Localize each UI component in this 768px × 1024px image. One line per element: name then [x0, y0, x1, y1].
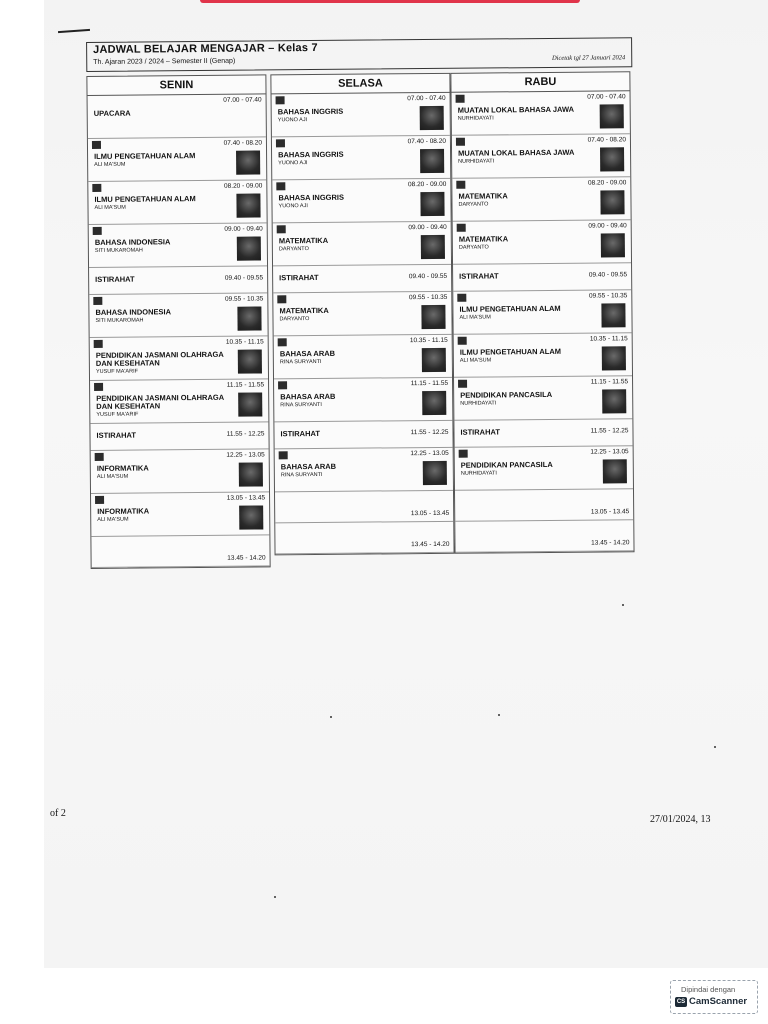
schedule-slot	[273, 222, 451, 267]
teacher-photo	[600, 190, 624, 214]
slot-marker	[456, 95, 465, 103]
slot-subject: ISTIRAHAT	[96, 430, 136, 440]
slot-time: 08.20 - 09.00	[407, 180, 447, 189]
schedule-slot	[90, 422, 268, 451]
slot-time: 09.40 - 09.55	[588, 271, 628, 279]
schedule-slot	[273, 265, 451, 294]
slot-time: 13.05 - 13.45	[410, 509, 450, 518]
slot-time: 09.55 - 10.35	[588, 292, 628, 300]
slot-subject: MATEMATIKA	[458, 191, 508, 201]
slot-teacher: YUONO AJI	[278, 160, 308, 167]
print-datetime: 27/01/2024, 13	[650, 814, 711, 825]
slot-time: 11.15 - 11.55	[590, 378, 629, 386]
slot-teacher: DARYANTO	[458, 244, 489, 251]
slot-marker	[94, 383, 103, 391]
schedule-slot	[90, 379, 268, 424]
schedule-slot	[453, 263, 631, 292]
slot-subject: BAHASA INDONESIA	[95, 307, 172, 317]
schedule-slot	[454, 419, 632, 448]
schedule-sheet	[86, 29, 639, 574]
slot-time: 07.40 - 08.20	[407, 137, 446, 146]
slot-marker	[279, 451, 288, 459]
slot-subject: ILMU PENGETAHUAN ALAM	[94, 194, 196, 204]
schedule-slot	[455, 520, 633, 553]
day-header: SELASA	[271, 74, 449, 95]
slot-subject: INFORMATIKA	[96, 463, 149, 473]
scan-speck	[498, 714, 500, 716]
slot-marker	[458, 380, 467, 388]
teacher-photo	[601, 303, 625, 327]
schedule-slot	[272, 136, 450, 181]
day-column-selasa	[270, 73, 454, 556]
slot-teacher: ALI MA'SUM	[459, 357, 492, 364]
schedule-slot	[91, 535, 269, 568]
slot-subject: PENDIDIKAN JASMANI OLAHRAGA DAN KESEHATAN	[96, 392, 224, 411]
slot-time: 07.40 - 08.20	[587, 136, 626, 144]
slot-marker	[277, 295, 286, 303]
slot-teacher: NURHIDAYATI	[460, 470, 497, 477]
slot-teacher: ALI MA'SUM	[97, 516, 129, 523]
slot-subject: MUATAN LOKAL BAHASA JAWA	[458, 147, 575, 158]
slot-teacher: NURHIDAYATI	[460, 400, 497, 407]
slot-marker	[92, 141, 101, 149]
slot-time: 09.55 - 10.35	[408, 293, 448, 302]
slot-teacher: RINA SURYANTI	[280, 401, 322, 409]
printed-date: Dicetak tgl 27 Januari 2024	[551, 54, 626, 62]
slot-time: 09.00 - 09.40	[408, 223, 447, 232]
slot-teacher: YUONO AJI	[277, 117, 308, 124]
teacher-photo	[421, 305, 445, 329]
slot-teacher: YUSUF MA'ARIF	[95, 368, 138, 375]
slot-subject: BAHASA ARAB	[280, 391, 336, 402]
slot-time: 07.40 - 08.20	[223, 139, 262, 147]
teacher-photo	[236, 150, 260, 174]
slot-teacher: DARYANTO	[278, 246, 309, 253]
teacher-photo	[238, 392, 262, 416]
teacher-photo	[236, 193, 260, 217]
slot-teacher: NURHIDAYATI	[457, 115, 494, 122]
schedule-header	[86, 37, 632, 72]
day-header: SENIN	[87, 75, 265, 96]
teacher-photo	[420, 192, 444, 216]
slot-time: 11.15 - 11.55	[410, 379, 449, 388]
slot-time: 09.55 - 10.35	[224, 295, 264, 303]
slot-marker	[458, 337, 467, 345]
teacher-photo	[238, 349, 262, 373]
scan-speck	[622, 604, 624, 606]
slot-time: 08.20 - 09.00	[223, 182, 263, 190]
slot-teacher: NURHIDAYATI	[458, 158, 495, 165]
slot-teacher: ALI MA'SUM	[96, 473, 129, 480]
teacher-photo	[237, 306, 261, 330]
schedule-slot	[455, 446, 633, 491]
slot-subject: PENDIDIKAN PANCASILA	[460, 459, 553, 470]
slot-subject: ISTIRAHAT	[459, 271, 499, 281]
slot-time: 12.25 - 13.05	[590, 448, 629, 456]
teacher-photo	[603, 459, 627, 483]
schedule-slot	[455, 489, 633, 522]
slot-teacher: ALI MA'SUM	[94, 161, 126, 168]
slot-time: 10.35 - 11.15	[589, 335, 628, 343]
slot-teacher: SITI MUKAROMAH	[95, 317, 144, 324]
schedule-subtitle: Th. Ajaran 2023 / 2024 – Semester II (Genap)	[93, 57, 236, 66]
slot-time: 12.25 - 13.05	[226, 451, 265, 459]
teacher-photo	[420, 106, 444, 130]
slot-marker	[93, 227, 102, 235]
slot-time: 09.40 - 09.55	[224, 274, 264, 282]
slot-time: 10.35 - 11.15	[225, 338, 264, 346]
slot-subject: ISTIRAHAT	[95, 274, 135, 284]
slot-teacher: YUONO AJI	[278, 203, 308, 210]
slot-marker	[276, 182, 285, 190]
slot-subject: BAHASA ARAB	[280, 461, 337, 472]
teacher-photo	[602, 389, 626, 413]
schedule-slot	[453, 290, 631, 335]
slot-subject: ISTIRAHAT	[279, 272, 319, 283]
slot-teacher: RINA SURYANTI	[279, 358, 322, 366]
slot-marker	[457, 294, 466, 302]
schedule-slot	[272, 179, 450, 224]
slot-subject: BAHASA INGGRIS	[277, 106, 344, 117]
slot-subject: PENDIDIKAN PANCASILA	[460, 389, 553, 400]
schedule-slot	[88, 137, 266, 182]
slot-subject: MATEMATIKA	[278, 235, 329, 246]
slot-marker	[95, 496, 104, 504]
teacher-photo	[420, 149, 444, 173]
teacher-photo	[602, 346, 626, 370]
slot-subject: ISTIRAHAT	[280, 428, 320, 439]
scan-speck	[274, 896, 276, 898]
schedule-slot	[454, 376, 632, 421]
schedule-slot	[275, 522, 453, 555]
teacher-photo	[239, 462, 263, 486]
slot-marker	[456, 138, 465, 146]
slot-subject: MATEMATIKA	[458, 234, 509, 244]
slot-marker	[93, 297, 102, 305]
slot-time: 13.45 - 14.20	[591, 539, 630, 547]
slot-marker	[278, 381, 287, 389]
slot-time: 07.00 - 07.40	[587, 93, 626, 101]
slot-teacher: RINA SURYANTI	[280, 471, 323, 479]
slot-marker	[457, 224, 466, 232]
slot-subject: PENDIDIKAN JASMANI OLAHRAGA DAN KESEHATAN	[95, 349, 224, 368]
slot-subject: MUATAN LOKAL BAHASA JAWA	[457, 104, 575, 115]
slot-time: 13.45 - 14.20	[411, 540, 450, 549]
teacher-photo	[601, 233, 625, 257]
slot-marker	[276, 139, 285, 147]
slot-time: 13.05 - 13.45	[590, 508, 630, 516]
slot-marker	[94, 340, 103, 348]
teacher-photo	[422, 391, 446, 415]
schedule-slot	[275, 448, 453, 493]
schedule-slot	[89, 266, 267, 295]
slot-subject: ILMU PENGETAHUAN ALAM	[459, 303, 561, 314]
slot-time: 12.25 - 13.05	[410, 449, 449, 458]
scanner-brand: CamScanner	[689, 996, 748, 1007]
slot-time: 11.55 - 12.25	[410, 428, 449, 437]
slot-time: 13.05 - 13.45	[226, 494, 266, 502]
slot-teacher: DARYANTO	[279, 316, 310, 323]
slot-time: 11.55 - 12.25	[226, 430, 265, 438]
slot-subject: ILMU PENGETAHUAN ALAM	[459, 346, 562, 357]
day-column-senin	[86, 74, 270, 569]
schedule-slot	[274, 335, 452, 380]
slot-time: 13.45 - 14.20	[227, 554, 266, 562]
schedule-slot	[452, 134, 630, 179]
slot-subject: INFORMATIKA	[97, 506, 150, 516]
teacher-photo	[421, 235, 445, 259]
camscanner-badge	[670, 980, 758, 1014]
slot-marker	[277, 225, 286, 233]
teacher-photo	[600, 104, 624, 128]
schedule-slot	[273, 292, 451, 337]
slot-subject: BAHASA INGGRIS	[278, 192, 345, 203]
schedule-slot	[275, 491, 453, 524]
schedule-slot	[88, 94, 266, 139]
teacher-photo	[422, 348, 446, 372]
slot-time: 11.55 - 12.25	[590, 427, 629, 435]
slot-time: 09.40 - 09.55	[408, 272, 448, 281]
schedule-slot	[88, 180, 266, 225]
teacher-photo	[239, 505, 263, 529]
day-header: RABU	[451, 72, 629, 93]
slot-marker	[95, 453, 104, 461]
teacher-photo	[600, 147, 624, 171]
slot-marker	[92, 184, 101, 192]
slot-teacher: SITI MUKAROMAH	[94, 247, 143, 254]
scan-speck	[714, 746, 716, 748]
slot-marker	[278, 338, 287, 346]
schedule-title: JADWAL BELAJAR MENGAJAR – Kelas 7	[93, 41, 318, 56]
schedule-slot	[89, 293, 267, 338]
schedule-slot	[272, 93, 450, 138]
teacher-photo	[237, 236, 261, 260]
scanner-caption: Dipindai dengan	[681, 985, 736, 994]
slot-teacher: ALI MA'SUM	[94, 204, 126, 211]
slot-teacher: DARYANTO	[458, 201, 489, 208]
schedule-slot	[91, 449, 269, 494]
slot-teacher: ALI MA'SUM	[459, 314, 491, 321]
camscanner-logo-icon: CS	[676, 999, 686, 1005]
slot-subject: BAHASA ARAB	[279, 348, 336, 359]
page-count: of 2	[50, 808, 66, 819]
slot-subject: BAHASA INDONESIA	[94, 237, 171, 247]
slot-time: 07.00 - 07.40	[407, 94, 446, 103]
schedule-slot	[274, 378, 452, 423]
schedule-slot	[91, 492, 269, 537]
schedule-slot	[89, 223, 267, 268]
schedule-slot	[453, 220, 631, 265]
top-edge-strip	[200, 0, 580, 3]
slot-teacher: YUSUF MA'ARIF	[96, 411, 139, 418]
slot-time: 11.15 - 11.55	[226, 381, 265, 389]
schedule-slot	[452, 177, 630, 222]
slot-time: 09.00 - 09.40	[224, 225, 263, 233]
slot-time: 08.20 - 09.00	[587, 179, 627, 187]
slot-time: 10.35 - 11.15	[409, 336, 448, 345]
teacher-photo	[423, 461, 447, 485]
schedule-slot	[274, 421, 452, 450]
slot-time: 07.00 - 07.40	[223, 96, 262, 104]
slot-subject: MATEMATIKA	[279, 305, 329, 316]
slot-marker	[276, 96, 285, 104]
slot-subject: ISTIRAHAT	[460, 427, 500, 437]
schedule-slot	[452, 91, 630, 136]
scan-speck	[330, 716, 332, 718]
day-column-rabu	[450, 71, 634, 554]
slot-subject: BAHASA INGGRIS	[278, 149, 344, 160]
slot-time: 09.00 - 09.40	[588, 222, 627, 230]
schedule-slot	[454, 333, 632, 378]
slot-marker	[456, 181, 465, 189]
slot-subject: ILMU PENGETAHUAN ALAM	[94, 151, 196, 161]
schedule-slot	[90, 336, 268, 381]
slot-subject: UPACARA	[93, 108, 131, 118]
slot-marker	[459, 450, 468, 458]
